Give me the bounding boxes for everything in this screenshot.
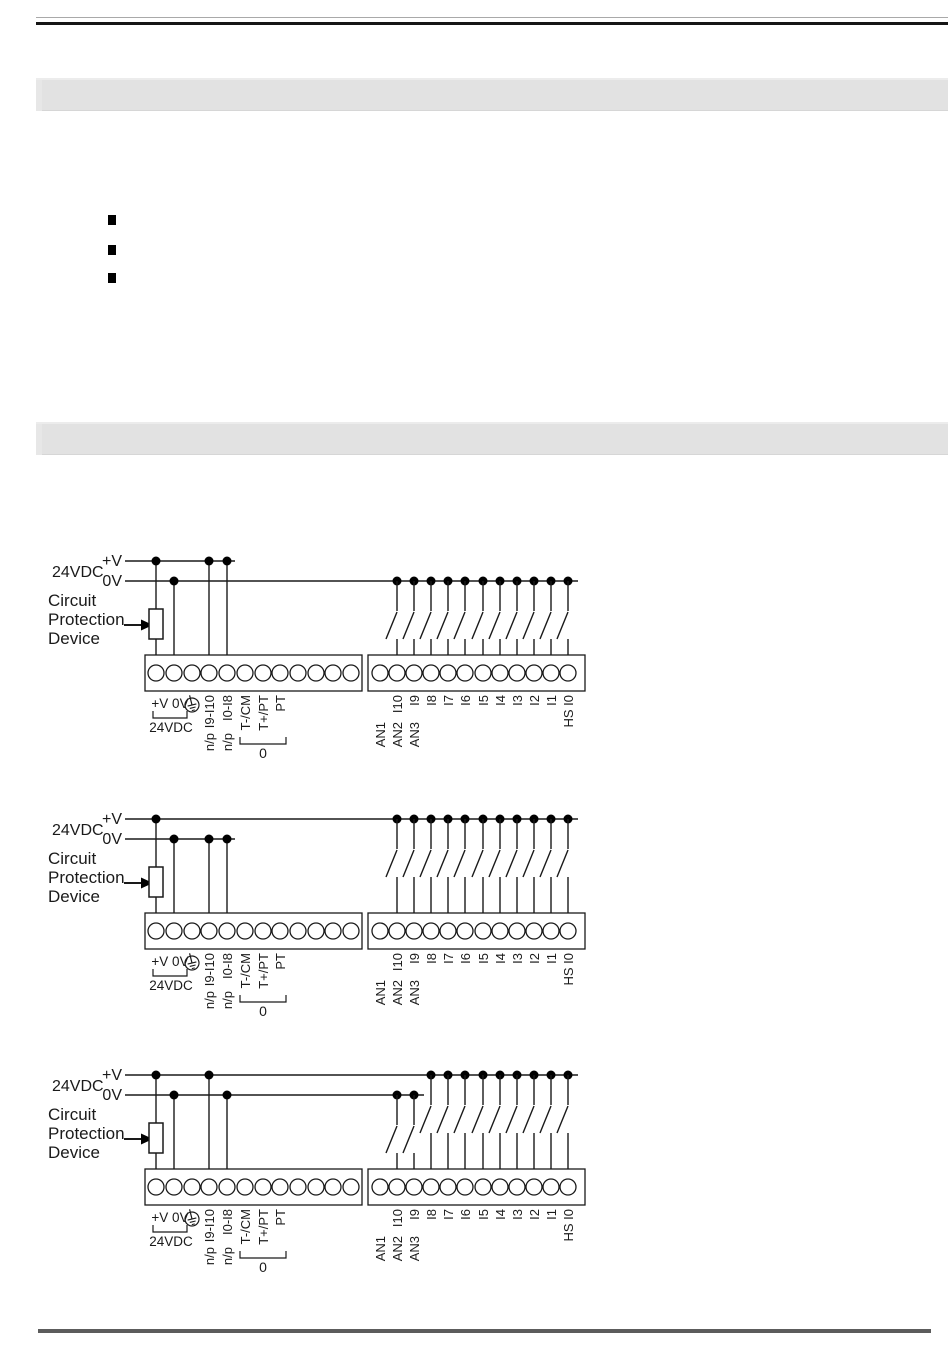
- terminal-screw: [166, 665, 182, 681]
- terminal-screw: [406, 1179, 422, 1195]
- terminal-screw: [184, 665, 200, 681]
- switch-blade: [403, 1126, 414, 1153]
- power-pair-supply-label: 24VDC: [149, 720, 193, 735]
- np-label: n/p: [202, 733, 217, 752]
- terminal-screw: [325, 923, 341, 939]
- terminal-label: I0-I8: [220, 695, 235, 722]
- power-pair-label: +V 0V: [151, 954, 189, 969]
- input-terminal-label: I5: [476, 695, 491, 706]
- terminal-screw: [255, 923, 271, 939]
- protection-device-label: Protection: [48, 610, 125, 629]
- bullet-square-icon: [108, 245, 116, 255]
- terminal-label: T+/PT: [256, 695, 271, 731]
- input-terminal-label: I8: [424, 695, 439, 706]
- wiring-diagram-pnp: [40, 801, 640, 1031]
- junction-dot: [205, 835, 214, 844]
- terminal-label: T-/CM: [238, 1209, 253, 1245]
- protection-device-label: Circuit: [48, 1105, 97, 1124]
- terminal-screw: [560, 665, 576, 681]
- terminal-label: I0-I8: [220, 953, 235, 980]
- switch-blade: [557, 1106, 568, 1133]
- terminal-screw: [492, 665, 508, 681]
- switch-blade: [403, 612, 414, 639]
- switch-blade: [420, 1106, 431, 1133]
- junction-dot: [152, 1071, 161, 1080]
- terminal-screw: [492, 923, 508, 939]
- terminal-screw: [475, 665, 491, 681]
- input-terminal-label: I7: [441, 695, 456, 706]
- terminal-screw: [423, 1179, 439, 1195]
- analog-terminal-label: AN2: [390, 722, 405, 748]
- terminal-screw: [423, 923, 439, 939]
- input-terminal-label: I6: [458, 1209, 473, 1220]
- terminal-screw: [148, 923, 164, 939]
- power-pair-label: +V 0V: [151, 696, 189, 711]
- np-label: n/p: [220, 1247, 235, 1266]
- terminal-screw: [457, 1179, 473, 1195]
- switch-blade: [523, 850, 534, 877]
- plus-rail-label: +V: [101, 811, 122, 828]
- terminal-screw: [166, 923, 182, 939]
- terminal-screw: [526, 1179, 542, 1195]
- terminal-screw: [372, 1179, 388, 1195]
- terminal-screw: [526, 923, 542, 939]
- terminal-screw: [290, 665, 306, 681]
- analog-terminal-label: AN1: [373, 980, 388, 1006]
- switch-blade: [506, 612, 517, 639]
- terminal-screw: [308, 1179, 324, 1195]
- input-terminal-label: I9: [407, 1209, 422, 1220]
- protection-device-label: Protection: [48, 868, 125, 887]
- zero-bracket: [240, 737, 286, 744]
- switch-blade: [540, 1106, 551, 1133]
- terminal-label: I0-I8: [220, 1209, 235, 1236]
- terminal-screw: [406, 923, 422, 939]
- junction-dot: [152, 557, 161, 566]
- bullet-square-icon: [108, 273, 116, 283]
- terminal-screw: [526, 665, 542, 681]
- input-terminal-label: I7: [441, 953, 456, 964]
- terminal-screw: [255, 665, 271, 681]
- terminal-screw: [184, 1179, 200, 1195]
- terminal-screw: [290, 1179, 306, 1195]
- input-terminal-label: I3: [510, 953, 525, 964]
- terminal-screw: [201, 665, 217, 681]
- terminal-screw: [325, 1179, 341, 1195]
- input-terminal-label: I2: [527, 695, 542, 706]
- analog-terminal-label: AN3: [407, 722, 422, 748]
- switch-blade: [523, 612, 534, 639]
- input-terminal-label: I5: [476, 1209, 491, 1220]
- terminal-label: PT: [273, 1209, 288, 1226]
- terminal-screw: [475, 923, 491, 939]
- bullet-square-icon: [108, 215, 116, 225]
- zero-bracket-label: 0: [259, 1259, 267, 1275]
- terminal-screw: [343, 665, 359, 681]
- switch-blade: [454, 850, 465, 877]
- terminal-screw: [406, 665, 422, 681]
- input-terminal-label: I9: [407, 953, 422, 964]
- np-label: n/p: [220, 733, 235, 752]
- junction-dot: [205, 557, 214, 566]
- terminal-label: PT: [273, 953, 288, 970]
- terminal-screw: [272, 1179, 288, 1195]
- supply-label: 24VDC: [52, 822, 104, 839]
- np-label: n/p: [202, 1247, 217, 1266]
- section-header-bar-1: [36, 78, 948, 111]
- input-terminal-label: I7: [441, 1209, 456, 1220]
- terminal-screw: [509, 1179, 525, 1195]
- terminal-screw: [372, 665, 388, 681]
- terminal-screw: [457, 665, 473, 681]
- fuse-icon: [149, 867, 163, 897]
- terminal-screw: [201, 1179, 217, 1195]
- fuse-icon: [149, 609, 163, 639]
- wiring-diagram-svg: [40, 1057, 640, 1287]
- terminal-screw: [389, 665, 405, 681]
- terminal-screw: [440, 665, 456, 681]
- plus-rail-label: +V: [101, 1067, 122, 1084]
- terminal-screw: [560, 923, 576, 939]
- terminal-screw: [201, 923, 217, 939]
- protection-device-label: Device: [48, 1143, 100, 1162]
- power-pair-bracket: [153, 1225, 187, 1232]
- switch-blade: [540, 612, 551, 639]
- switch-blade: [472, 850, 483, 877]
- junction-dot: [152, 815, 161, 824]
- terminal-screw: [440, 923, 456, 939]
- terminal-screw: [457, 923, 473, 939]
- input-terminal-label: I6: [458, 695, 473, 706]
- wiring-diagram-svg: [40, 801, 640, 1031]
- input-terminal-label: I3: [510, 1209, 525, 1220]
- np-label: n/p: [202, 991, 217, 1010]
- terminal-screw: [148, 665, 164, 681]
- terminal-screw: [272, 665, 288, 681]
- terminal-screw: [543, 665, 559, 681]
- wiring-diagram-mixed: [40, 1057, 640, 1287]
- protection-device-label: Device: [48, 887, 100, 906]
- terminal-label: PT: [273, 695, 288, 712]
- junction-dot: [223, 835, 232, 844]
- input-terminal-label: I6: [458, 953, 473, 964]
- switch-blade: [437, 850, 448, 877]
- junction-dot: [170, 577, 179, 586]
- terminal-screw: [219, 665, 235, 681]
- fuse-icon: [149, 1123, 163, 1153]
- junction-dot: [205, 1071, 214, 1080]
- junction-dot: [223, 557, 232, 566]
- power-pair-supply-label: 24VDC: [149, 978, 193, 993]
- input-terminal-label: I1: [544, 695, 559, 706]
- terminal-screw: [325, 665, 341, 681]
- input-terminal-label: I8: [424, 953, 439, 964]
- terminal-screw: [237, 665, 253, 681]
- terminal-screw: [237, 923, 253, 939]
- terminal-label: T+/PT: [256, 1209, 271, 1245]
- analog-terminal-label: AN1: [373, 722, 388, 748]
- input-terminal-label: HS I0: [561, 1209, 576, 1242]
- input-terminal-label: I4: [493, 1209, 508, 1220]
- terminal-screw: [148, 1179, 164, 1195]
- input-terminal-label: I9: [407, 695, 422, 706]
- switch-blade: [506, 850, 517, 877]
- input-terminal-label: I10: [390, 1209, 405, 1228]
- terminal-screw: [184, 923, 200, 939]
- input-terminal-label: I8: [424, 1209, 439, 1220]
- terminal-label: I9-I10: [202, 1209, 217, 1243]
- junction-dot: [223, 1091, 232, 1100]
- terminal-screw: [423, 665, 439, 681]
- footer-rule: [38, 1329, 931, 1333]
- section-header-bar-2: [36, 422, 948, 455]
- terminal-screw: [440, 1179, 456, 1195]
- input-terminal-label: I3: [510, 695, 525, 706]
- zero-rail-label: 0V: [102, 573, 122, 590]
- input-terminal-label: I2: [527, 1209, 542, 1220]
- analog-terminal-label: AN3: [407, 1236, 422, 1262]
- terminal-screw: [308, 923, 324, 939]
- terminal-screw: [492, 1179, 508, 1195]
- input-terminal-label: I2: [527, 953, 542, 964]
- input-terminal-label: I4: [493, 953, 508, 964]
- terminal-screw: [560, 1179, 576, 1195]
- protection-device-label: Circuit: [48, 849, 97, 868]
- switch-blade: [557, 850, 568, 877]
- switch-blade: [472, 1106, 483, 1133]
- header-rule-thin: [36, 17, 948, 18]
- zero-rail-label: 0V: [102, 831, 122, 848]
- input-terminal-label: I10: [390, 953, 405, 972]
- terminal-screw: [166, 1179, 182, 1195]
- terminal-screw: [343, 923, 359, 939]
- input-terminal-label: I1: [544, 1209, 559, 1220]
- junction-dot: [170, 1091, 179, 1100]
- switch-blade: [472, 612, 483, 639]
- terminal-label: T-/CM: [238, 953, 253, 989]
- terminal-screw: [272, 923, 288, 939]
- switch-blade: [386, 612, 397, 639]
- switch-blade: [437, 612, 448, 639]
- switch-blade: [540, 850, 551, 877]
- terminal-label: I9-I10: [202, 695, 217, 729]
- wiring-diagram-svg: [40, 543, 640, 773]
- input-terminal-label: I1: [544, 953, 559, 964]
- terminal-screw: [372, 923, 388, 939]
- input-terminal-label: I5: [476, 953, 491, 964]
- analog-terminal-label: AN2: [390, 980, 405, 1006]
- power-pair-label: +V 0V: [151, 1210, 189, 1225]
- terminal-screw: [389, 923, 405, 939]
- switch-blade: [403, 850, 414, 877]
- switch-blade: [437, 1106, 448, 1133]
- terminal-screw: [389, 1179, 405, 1195]
- terminal-screw: [255, 1179, 271, 1195]
- np-label: n/p: [220, 991, 235, 1010]
- input-terminal-label: HS I0: [561, 953, 576, 986]
- analog-terminal-label: AN2: [390, 1236, 405, 1262]
- switch-blade: [489, 1106, 500, 1133]
- terminal-screw: [219, 1179, 235, 1195]
- protection-device-label: Circuit: [48, 591, 97, 610]
- terminal-screw: [509, 923, 525, 939]
- switch-blade: [420, 612, 431, 639]
- zero-bracket: [240, 995, 286, 1002]
- supply-label: 24VDC: [52, 564, 104, 581]
- terminal-screw: [290, 923, 306, 939]
- terminal-screw: [308, 665, 324, 681]
- zero-bracket-label: 0: [259, 1003, 267, 1019]
- analog-terminal-label: AN3: [407, 980, 422, 1006]
- input-terminal-label: I10: [390, 695, 405, 714]
- terminal-label: I9-I10: [202, 953, 217, 987]
- terminal-label: T+/PT: [256, 953, 271, 989]
- switch-blade: [489, 612, 500, 639]
- terminal-screw: [509, 665, 525, 681]
- terminal-screw: [237, 1179, 253, 1195]
- terminal-screw: [219, 923, 235, 939]
- input-terminal-label: HS I0: [561, 695, 576, 728]
- switch-blade: [454, 612, 465, 639]
- header-rule-thick: [36, 22, 948, 25]
- switch-blade: [454, 1106, 465, 1133]
- plus-rail-label: +V: [101, 553, 122, 570]
- terminal-screw: [543, 1179, 559, 1195]
- terminal-screw: [475, 1179, 491, 1195]
- switch-blade: [386, 850, 397, 877]
- zero-rail-label: 0V: [102, 1087, 122, 1104]
- switch-blade: [386, 1126, 397, 1153]
- power-pair-bracket: [153, 711, 187, 718]
- power-pair-bracket: [153, 969, 187, 976]
- switch-blade: [489, 850, 500, 877]
- input-terminal-label: I4: [493, 695, 508, 706]
- switch-blade: [523, 1106, 534, 1133]
- switch-blade: [557, 612, 568, 639]
- supply-label: 24VDC: [52, 1078, 104, 1095]
- analog-terminal-label: AN1: [373, 1236, 388, 1262]
- protection-device-label: Protection: [48, 1124, 125, 1143]
- zero-bracket: [240, 1251, 286, 1258]
- junction-dot: [170, 835, 179, 844]
- terminal-screw: [343, 1179, 359, 1195]
- terminal-screw: [543, 923, 559, 939]
- zero-bracket-label: 0: [259, 745, 267, 761]
- switch-blade: [506, 1106, 517, 1133]
- terminal-label: T-/CM: [238, 695, 253, 731]
- power-pair-supply-label: 24VDC: [149, 1234, 193, 1249]
- protection-device-label: Device: [48, 629, 100, 648]
- wiring-diagram-npn: [40, 543, 640, 773]
- switch-blade: [420, 850, 431, 877]
